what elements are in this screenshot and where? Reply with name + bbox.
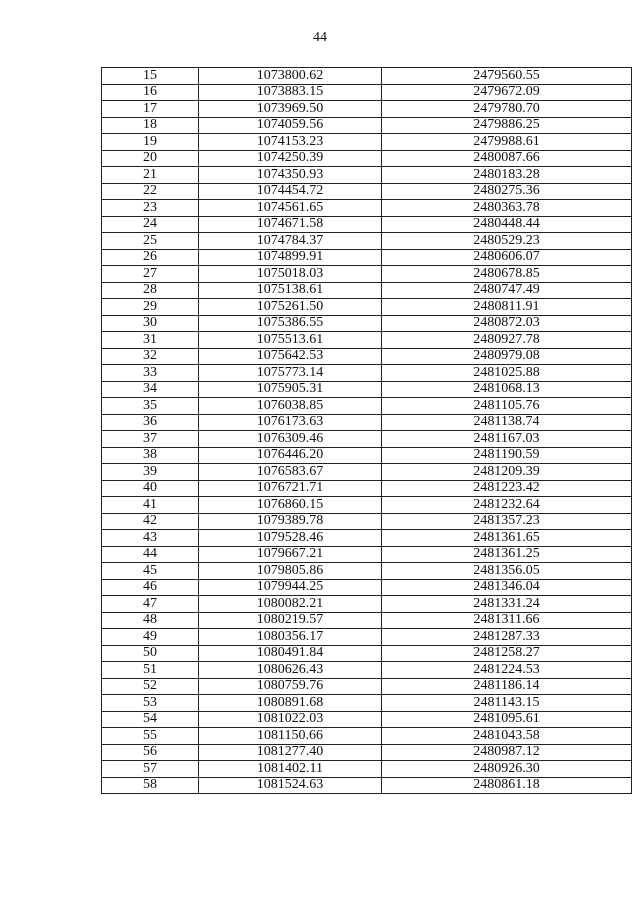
table-row xyxy=(102,249,632,266)
y-coordinate-cell: 2481186.14 xyxy=(382,678,632,695)
x-coordinate-cell: 1076446.20 xyxy=(199,447,382,464)
x-coordinate-cell: 1074350.93 xyxy=(199,167,382,184)
y-coordinate-cell: 2481356.05 xyxy=(382,563,632,580)
table-row xyxy=(102,662,632,679)
x-coordinate-cell: 1075138.61 xyxy=(199,282,382,299)
x-coordinate-cell: 1076721.71 xyxy=(199,480,382,497)
point-number-cell: 44 xyxy=(102,546,199,563)
table-row xyxy=(102,563,632,580)
y-coordinate-cell: 2481138.74 xyxy=(382,414,632,431)
point-number-cell: 29 xyxy=(102,299,199,316)
y-coordinate-cell: 2481025.88 xyxy=(382,365,632,382)
x-coordinate-cell: 1073883.15 xyxy=(199,84,382,101)
y-coordinate-cell: 2481287.33 xyxy=(382,629,632,646)
table-row xyxy=(102,513,632,530)
x-coordinate-cell: 1080356.17 xyxy=(199,629,382,646)
x-coordinate-cell: 1076038.85 xyxy=(199,398,382,415)
point-number-cell: 24 xyxy=(102,216,199,233)
y-coordinate-cell: 2480811.91 xyxy=(382,299,632,316)
table-row xyxy=(102,150,632,167)
x-coordinate-cell: 1080082.21 xyxy=(199,596,382,613)
point-number-cell: 50 xyxy=(102,645,199,662)
y-coordinate-cell: 2481361.65 xyxy=(382,530,632,547)
y-coordinate-cell: 2481167.03 xyxy=(382,431,632,448)
y-coordinate-cell: 2481223.42 xyxy=(382,480,632,497)
table-row xyxy=(102,414,632,431)
x-coordinate-cell: 1080626.43 xyxy=(199,662,382,679)
x-coordinate-cell: 1080759.76 xyxy=(199,678,382,695)
point-number-cell: 17 xyxy=(102,101,199,118)
y-coordinate-cell: 2479780.70 xyxy=(382,101,632,118)
table-row xyxy=(102,365,632,382)
point-number-cell: 21 xyxy=(102,167,199,184)
table-row xyxy=(102,381,632,398)
point-number-cell: 46 xyxy=(102,579,199,596)
x-coordinate-cell: 1074059.56 xyxy=(199,117,382,134)
x-coordinate-cell: 1075261.50 xyxy=(199,299,382,316)
table-row xyxy=(102,332,632,349)
point-number-cell: 43 xyxy=(102,530,199,547)
x-coordinate-cell: 1075642.53 xyxy=(199,348,382,365)
y-coordinate-cell: 2480872.03 xyxy=(382,315,632,332)
x-coordinate-cell: 1074250.39 xyxy=(199,150,382,167)
x-coordinate-cell: 1081402.11 xyxy=(199,761,382,778)
table-row xyxy=(102,200,632,217)
table-row xyxy=(102,233,632,250)
coordinates-table xyxy=(101,67,632,794)
y-coordinate-cell: 2479560.55 xyxy=(382,68,632,85)
table-row xyxy=(102,183,632,200)
y-coordinate-cell: 2480448.44 xyxy=(382,216,632,233)
y-coordinate-cell: 2480087.66 xyxy=(382,150,632,167)
y-coordinate-cell: 2480275.36 xyxy=(382,183,632,200)
table-row xyxy=(102,282,632,299)
x-coordinate-cell: 1079805.86 xyxy=(199,563,382,580)
table-row xyxy=(102,629,632,646)
x-coordinate-cell: 1081524.63 xyxy=(199,777,382,794)
point-number-cell: 54 xyxy=(102,711,199,728)
y-coordinate-cell: 2481105.76 xyxy=(382,398,632,415)
x-coordinate-cell: 1075018.03 xyxy=(199,266,382,283)
table-row xyxy=(102,761,632,778)
x-coordinate-cell: 1081022.03 xyxy=(199,711,382,728)
x-coordinate-cell: 1074153.23 xyxy=(199,134,382,151)
table-row xyxy=(102,266,632,283)
y-coordinate-cell: 2480987.12 xyxy=(382,744,632,761)
point-number-cell: 51 xyxy=(102,662,199,679)
table-row xyxy=(102,777,632,794)
y-coordinate-cell: 2481043.58 xyxy=(382,728,632,745)
y-coordinate-cell: 2480529.23 xyxy=(382,233,632,250)
point-number-cell: 36 xyxy=(102,414,199,431)
x-coordinate-cell: 1074784.37 xyxy=(199,233,382,250)
point-number-cell: 19 xyxy=(102,134,199,151)
y-coordinate-cell: 2480606.07 xyxy=(382,249,632,266)
x-coordinate-cell: 1074671.58 xyxy=(199,216,382,233)
x-coordinate-cell: 1079389.78 xyxy=(199,513,382,530)
point-number-cell: 30 xyxy=(102,315,199,332)
table-row xyxy=(102,464,632,481)
point-number-cell: 35 xyxy=(102,398,199,415)
table-row xyxy=(102,431,632,448)
x-coordinate-cell: 1079944.25 xyxy=(199,579,382,596)
x-coordinate-cell: 1075513.61 xyxy=(199,332,382,349)
y-coordinate-cell: 2480183.28 xyxy=(382,167,632,184)
point-number-cell: 37 xyxy=(102,431,199,448)
table-row xyxy=(102,596,632,613)
table-row xyxy=(102,579,632,596)
point-number-cell: 31 xyxy=(102,332,199,349)
x-coordinate-cell: 1075905.31 xyxy=(199,381,382,398)
y-coordinate-cell: 2480678.85 xyxy=(382,266,632,283)
x-coordinate-cell: 1076309.46 xyxy=(199,431,382,448)
table-row xyxy=(102,68,632,85)
point-number-cell: 57 xyxy=(102,761,199,778)
point-number-cell: 52 xyxy=(102,678,199,695)
y-coordinate-cell: 2481095.61 xyxy=(382,711,632,728)
y-coordinate-cell: 2479988.61 xyxy=(382,134,632,151)
table-row xyxy=(102,134,632,151)
y-coordinate-cell: 2481346.04 xyxy=(382,579,632,596)
point-number-cell: 27 xyxy=(102,266,199,283)
y-coordinate-cell: 2480979.08 xyxy=(382,348,632,365)
y-coordinate-cell: 2481361.25 xyxy=(382,546,632,563)
table-row xyxy=(102,497,632,514)
y-coordinate-cell: 2481357.23 xyxy=(382,513,632,530)
y-coordinate-cell: 2481331.24 xyxy=(382,596,632,613)
table-row xyxy=(102,744,632,761)
table-row xyxy=(102,101,632,118)
table-row xyxy=(102,348,632,365)
point-number-cell: 53 xyxy=(102,695,199,712)
x-coordinate-cell: 1076583.67 xyxy=(199,464,382,481)
point-number-cell: 20 xyxy=(102,150,199,167)
x-coordinate-cell: 1076860.15 xyxy=(199,497,382,514)
y-coordinate-cell: 2481190.59 xyxy=(382,447,632,464)
x-coordinate-cell: 1076173.63 xyxy=(199,414,382,431)
point-number-cell: 33 xyxy=(102,365,199,382)
table-row xyxy=(102,480,632,497)
x-coordinate-cell: 1080491.84 xyxy=(199,645,382,662)
y-coordinate-cell: 2481068.13 xyxy=(382,381,632,398)
point-number-cell: 16 xyxy=(102,84,199,101)
page-number: 44 xyxy=(313,30,327,45)
x-coordinate-cell: 1074561.65 xyxy=(199,200,382,217)
table-row xyxy=(102,84,632,101)
y-coordinate-cell: 2480747.49 xyxy=(382,282,632,299)
point-number-cell: 23 xyxy=(102,200,199,217)
x-coordinate-cell: 1074454.72 xyxy=(199,183,382,200)
table-row xyxy=(102,711,632,728)
x-coordinate-cell: 1073800.62 xyxy=(199,68,382,85)
x-coordinate-cell: 1079528.46 xyxy=(199,530,382,547)
x-coordinate-cell: 1080891.68 xyxy=(199,695,382,712)
point-number-cell: 25 xyxy=(102,233,199,250)
table-row xyxy=(102,728,632,745)
point-number-cell: 47 xyxy=(102,596,199,613)
x-coordinate-cell: 1073969.50 xyxy=(199,101,382,118)
table-row xyxy=(102,167,632,184)
coordinates-table-body xyxy=(102,68,632,794)
point-number-cell: 32 xyxy=(102,348,199,365)
table-row xyxy=(102,530,632,547)
point-number-cell: 26 xyxy=(102,249,199,266)
table-row xyxy=(102,117,632,134)
y-coordinate-cell: 2481232.64 xyxy=(382,497,632,514)
point-number-cell: 34 xyxy=(102,381,199,398)
x-coordinate-cell: 1074899.91 xyxy=(199,249,382,266)
point-number-cell: 55 xyxy=(102,728,199,745)
table-row xyxy=(102,695,632,712)
y-coordinate-cell: 2480861.18 xyxy=(382,777,632,794)
table-row xyxy=(102,315,632,332)
point-number-cell: 18 xyxy=(102,117,199,134)
x-coordinate-cell: 1079667.21 xyxy=(199,546,382,563)
table-row xyxy=(102,216,632,233)
y-coordinate-cell: 2479886.25 xyxy=(382,117,632,134)
y-coordinate-cell: 2481224.53 xyxy=(382,662,632,679)
table-row xyxy=(102,678,632,695)
point-number-cell: 45 xyxy=(102,563,199,580)
point-number-cell: 56 xyxy=(102,744,199,761)
y-coordinate-cell: 2481258.27 xyxy=(382,645,632,662)
y-coordinate-cell: 2480363.78 xyxy=(382,200,632,217)
table-row xyxy=(102,612,632,629)
table-row xyxy=(102,546,632,563)
y-coordinate-cell: 2479672.09 xyxy=(382,84,632,101)
point-number-cell: 41 xyxy=(102,497,199,514)
y-coordinate-cell: 2480927.78 xyxy=(382,332,632,349)
table-row xyxy=(102,645,632,662)
y-coordinate-cell: 2481143.15 xyxy=(382,695,632,712)
point-number-cell: 15 xyxy=(102,68,199,85)
point-number-cell: 48 xyxy=(102,612,199,629)
x-coordinate-cell: 1080219.57 xyxy=(199,612,382,629)
point-number-cell: 22 xyxy=(102,183,199,200)
x-coordinate-cell: 1075386.55 xyxy=(199,315,382,332)
y-coordinate-cell: 2480926.30 xyxy=(382,761,632,778)
y-coordinate-cell: 2481209.39 xyxy=(382,464,632,481)
table-row xyxy=(102,299,632,316)
x-coordinate-cell: 1081277.40 xyxy=(199,744,382,761)
point-number-cell: 40 xyxy=(102,480,199,497)
table-row xyxy=(102,447,632,464)
point-number-cell: 58 xyxy=(102,777,199,794)
point-number-cell: 28 xyxy=(102,282,199,299)
point-number-cell: 49 xyxy=(102,629,199,646)
point-number-cell: 39 xyxy=(102,464,199,481)
point-number-cell: 42 xyxy=(102,513,199,530)
x-coordinate-cell: 1081150.66 xyxy=(199,728,382,745)
point-number-cell: 38 xyxy=(102,447,199,464)
y-coordinate-cell: 2481311.66 xyxy=(382,612,632,629)
x-coordinate-cell: 1075773.14 xyxy=(199,365,382,382)
table-row xyxy=(102,398,632,415)
